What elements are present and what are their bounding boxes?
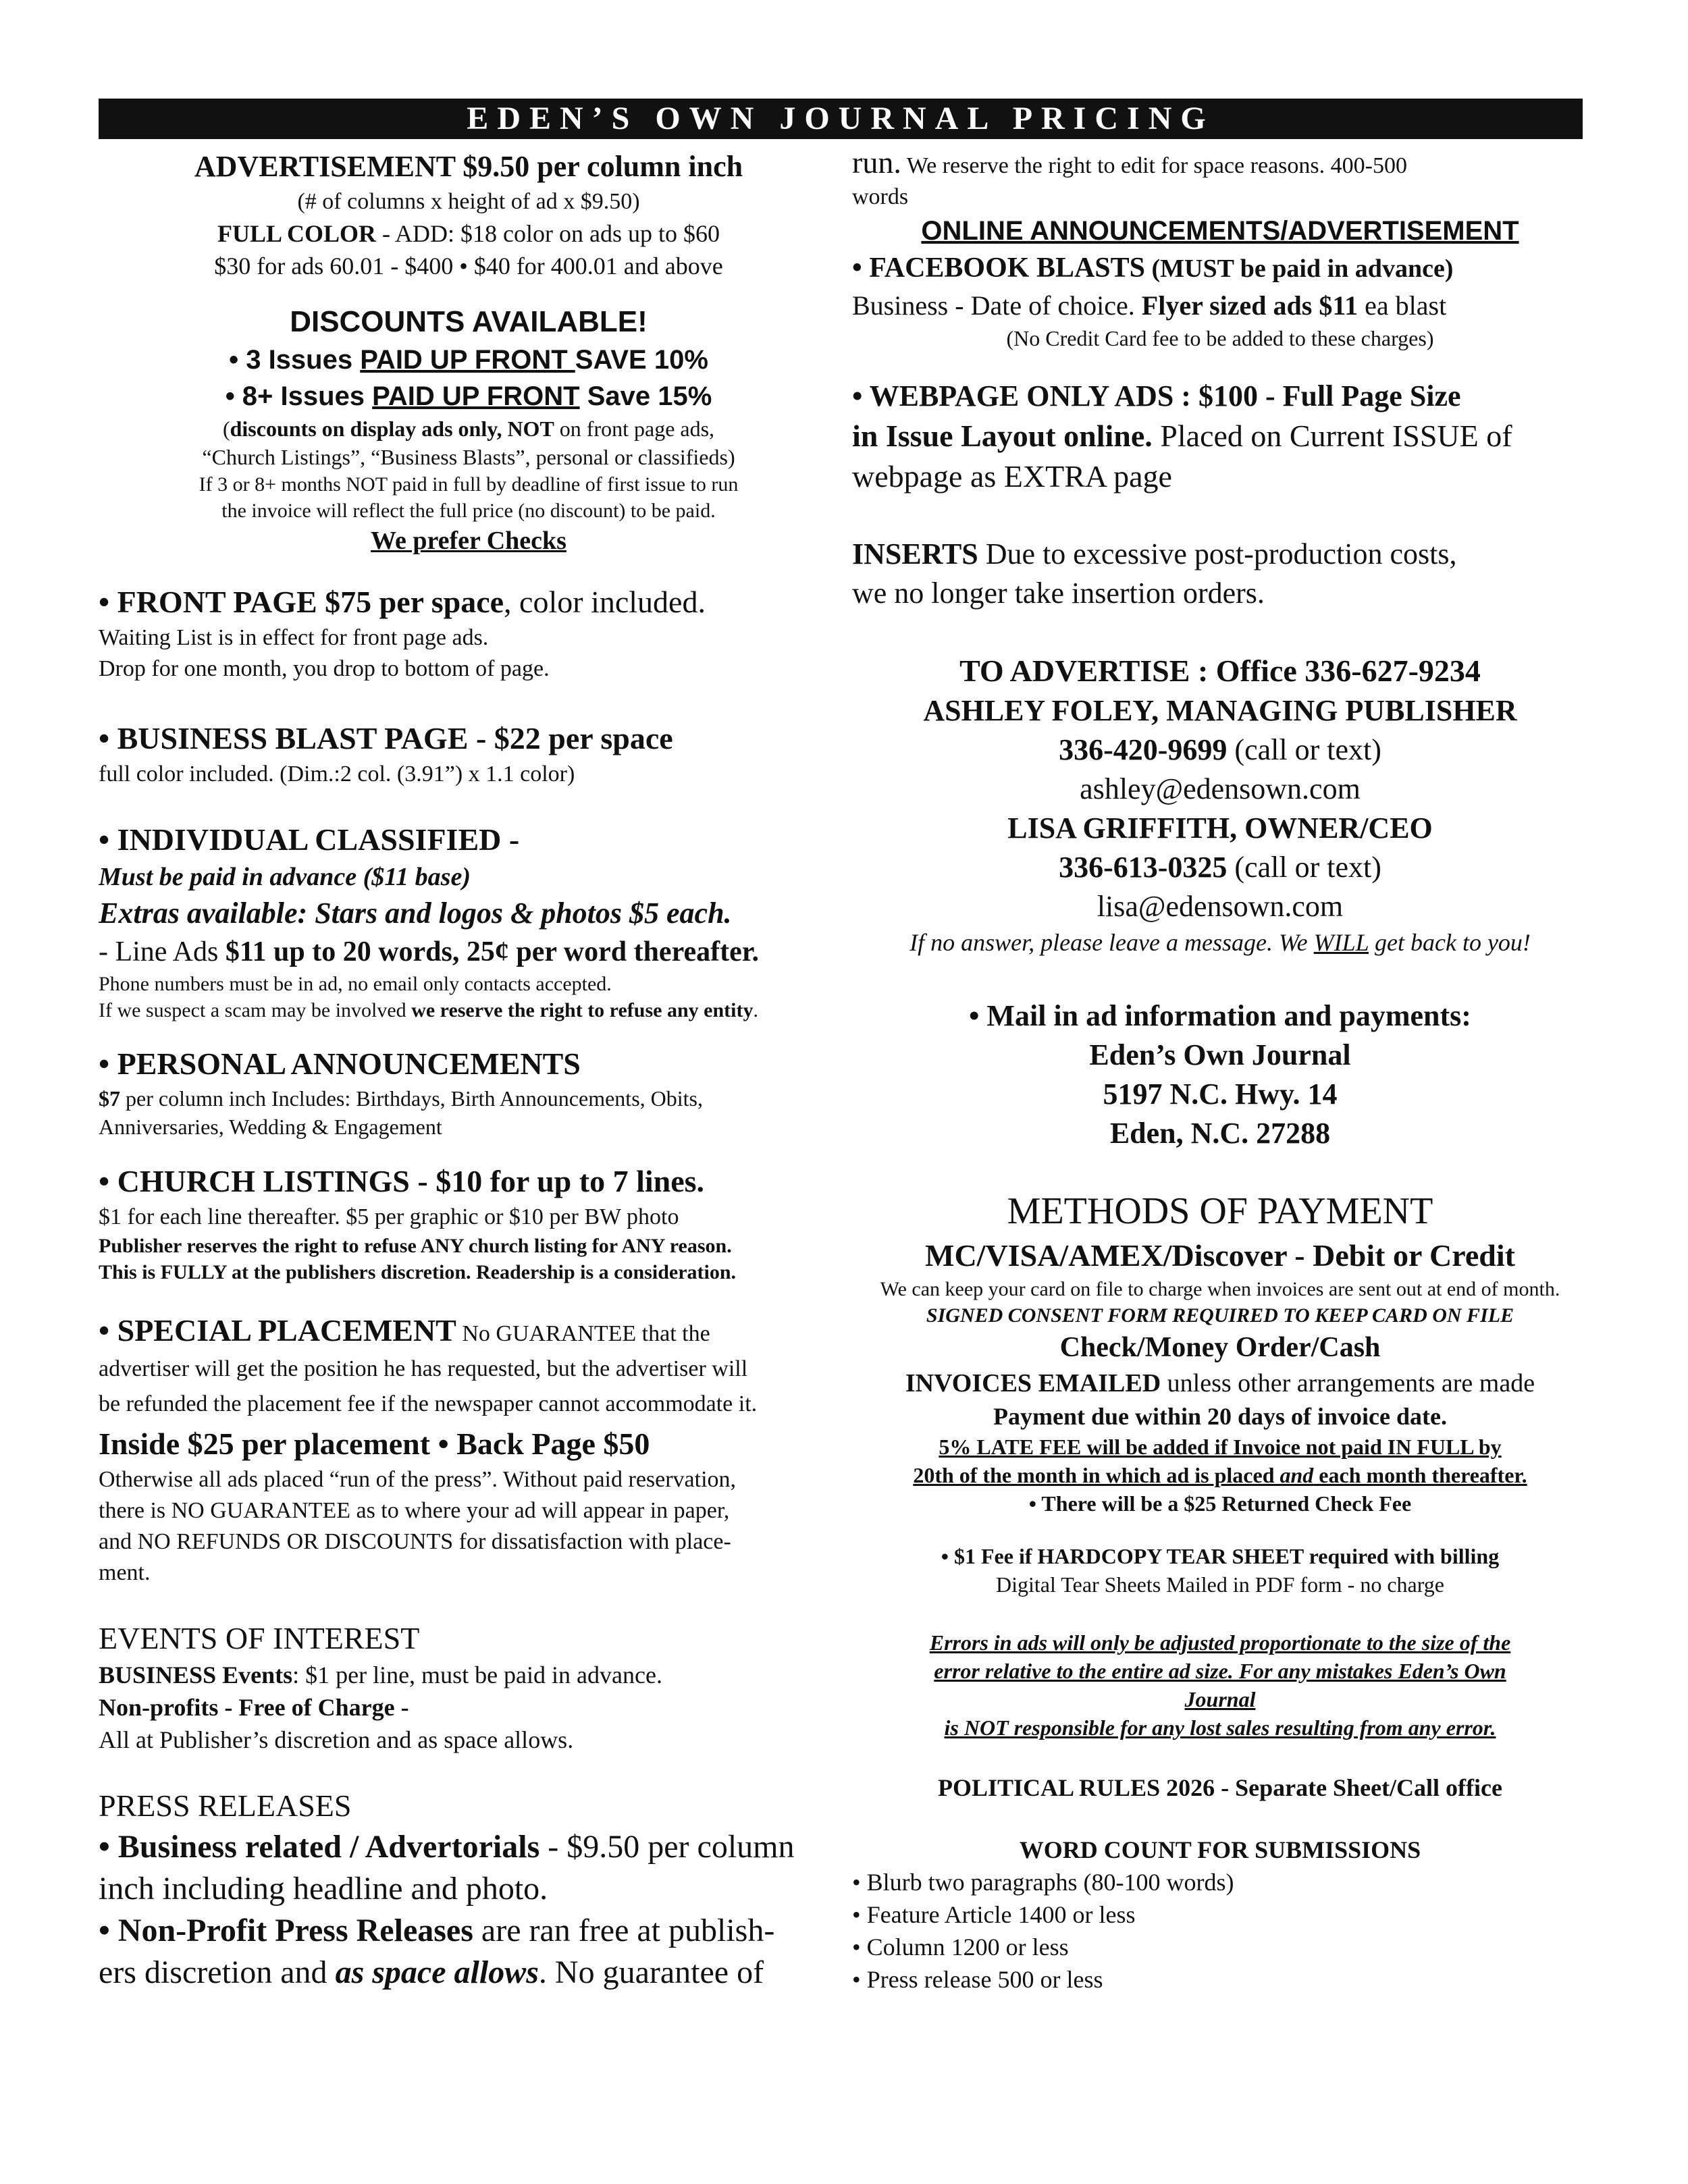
discount-note-2: “Church Listings”, “Business Blasts”, personal or classifieds) — [202, 445, 735, 469]
events-line2: Non-profits - Free of Charge - — [99, 1694, 409, 1721]
full-color-label: FULL COLOR — [217, 220, 377, 247]
special-line5: and NO REFUNDS OR DISCOUNTS for dissatisfaction with place- — [99, 1529, 731, 1554]
full-color-text: - ADD: $18 color on ads up to $60 — [376, 220, 720, 247]
special-line6: ment. — [99, 1560, 151, 1585]
payment-due: Payment due within 20 days of invoice date. — [993, 1403, 1447, 1430]
payment-cards: MC/VISA/AMEX/Discover - Debit or Credit — [925, 1238, 1515, 1273]
discount-note-1: (discounts on display ads only, NOT on front page ads, — [222, 417, 715, 441]
discount-note-4: the invoice will reflect the full price (no discount) to be paid. — [221, 500, 716, 522]
press-continued-line2: words — [852, 184, 909, 209]
errors-line1: Errors in ads will only be adjusted proportionate to the size of the — [929, 1630, 1511, 1655]
payment-line2: SIGNED CONSENT FORM REQUIRED TO KEEP CARD ON FILE — [926, 1304, 1514, 1327]
wordcount-item: • Blurb two paragraphs (80-100 words) — [852, 1869, 1234, 1896]
wordcount-item: • Press release 500 or less — [852, 1966, 1103, 1993]
business-blast-title: • BUSINESS BLAST PAGE - $22 per space — [99, 721, 673, 755]
contact-title: TO ADVERTISE : Office 336-627-9234 — [959, 654, 1481, 688]
classified-line3: - Line Ads $11 up to 20 words, 25¢ per word thereafter. — [99, 936, 759, 967]
contact-name2: LISA GRIFFITH, OWNER/CEO — [1007, 811, 1433, 845]
facebook-line1: Business - Date of choice. Flyer sized ads $11 ea blast — [852, 290, 1447, 321]
discount-note-3: If 3 or 8+ months NOT paid in full by deadline of first issue to run — [199, 473, 739, 496]
discount-8-issues: • 8+ Issues PAID UP FRONT Save 15% — [225, 381, 712, 411]
page-banner: EDEN’S OWN JOURNAL PRICING — [99, 99, 1583, 139]
events-line3: All at Publisher’s discretion and as space allows. — [99, 1726, 574, 1753]
webpage-line3: webpage as EXTRA page — [852, 459, 1172, 494]
tear-sheet-fee: • $1 Fee if HARDCOPY TEAR SHEET required with billing — [941, 1544, 1500, 1568]
tear-sheet-digital: Digital Tear Sheets Mailed in PDF form - no charge — [996, 1572, 1444, 1597]
front-page-title: • FRONT PAGE $75 per space, color included. — [99, 585, 706, 619]
front-page-line1: Waiting List is in effect for front page ads. — [99, 625, 489, 650]
contact-email2[interactable]: lisa@edensown.com — [1097, 890, 1344, 923]
discounts-title: DISCOUNTS AVAILABLE! — [290, 305, 648, 338]
left-column — [99, 147, 839, 2146]
contact-note: If no answer, please leave a message. We WILL get back to you! — [909, 929, 1531, 956]
mail-title: • Mail in ad information and payments: — [969, 999, 1471, 1032]
wordcount-title: WORD COUNT FOR SUBMISSIONS — [1019, 1836, 1421, 1863]
inserts-line2: we no longer take insertion orders. — [852, 577, 1265, 610]
inserts-line1: INSERTS Due to excessive post-production costs, — [852, 537, 1457, 570]
press-line4: ers discretion and as space allows. No guarantee of — [99, 1954, 764, 1990]
facebook-title: • FACEBOOK BLASTS (MUST be paid in advance) — [852, 252, 1454, 284]
errors-line3: Journal — [1184, 1687, 1256, 1711]
special-line4: there is NO GUARANTEE as to where your ad will appear in paper, — [99, 1498, 730, 1523]
prefer-checks: We prefer Checks — [371, 527, 566, 555]
advertisement-formula: (# of columns x height of ad x $9.50) — [297, 189, 640, 214]
mail-line3: Eden, N.C. 27288 — [1109, 1117, 1331, 1150]
press-line3: • Non-Profit Press Releases are ran free at publish- — [99, 1913, 775, 1948]
political-rules: POLITICAL RULES 2026 - Separate Sheet/Call office — [938, 1774, 1502, 1801]
classified-line4: Phone numbers must be in ad, no email only contacts accepted. — [99, 973, 612, 995]
special-line2: be refunded the placement fee if the newspaper cannot accommodate it. — [99, 1391, 758, 1416]
facebook-note: (No Credit Card fee to be added to these charges) — [1006, 326, 1434, 350]
discount-3-issues: • 3 Issues PAID UP FRONT SAVE 10% — [229, 345, 708, 375]
webpage-line2: in Issue Layout online. Placed on Current ISSUE of — [852, 419, 1512, 453]
personal-title: • PERSONAL ANNOUNCEMENTS — [99, 1046, 581, 1081]
webpage-title: • WEBPAGE ONLY ADS : $100 - Full Page Size — [852, 379, 1461, 412]
late-fee-line2: 20th of the month in which ad is placed and each month thereafter. — [913, 1463, 1527, 1487]
special-line3: Otherwise all ads placed “run of the press”. Without paid reservation, — [99, 1467, 737, 1492]
mail-line1: Eden’s Own Journal — [1089, 1038, 1351, 1071]
contact-email1[interactable]: ashley@edensown.com — [1080, 772, 1361, 805]
events-title: EVENTS OF INTEREST — [99, 1621, 420, 1655]
special-prices: Inside $25 per placement • Back Page $50 — [99, 1427, 650, 1461]
personal-line2: Anniversaries, Wedding & Engagement — [99, 1115, 442, 1139]
church-line3: This is FULLY at the publishers discretion. Readership is a consideration. — [99, 1261, 737, 1283]
advertisement-title: ADVERTISEMENT $9.50 per column inch — [194, 150, 743, 183]
full-color-line2: $30 for ads 60.01 - $400 • $40 for 400.01 and above — [214, 252, 723, 279]
returned-check: • There will be a $25 Returned Check Fee — [1028, 1491, 1412, 1516]
late-fee-line1: 5% LATE FEE will be added if Invoice not paid IN FULL by — [939, 1435, 1502, 1459]
classified-title: • INDIVIDUAL CLASSIFIED - — [99, 822, 520, 857]
church-line2: Publisher reserves the right to refuse ANY church listing for ANY reason. — [99, 1235, 732, 1257]
events-line1: BUSINESS Events: $1 per line, must be paid in advance. — [99, 1661, 662, 1688]
errors-line4: is NOT responsible for any lost sales resulting from any error. — [944, 1715, 1496, 1740]
errors-line2: error relative to the entire ad size. For any mistakes Eden’s Own — [934, 1659, 1506, 1683]
wordcount-item: • Feature Article 1400 or less — [852, 1901, 1136, 1928]
front-page-line2: Drop for one month, you drop to bottom of page. — [99, 656, 550, 681]
press-title: PRESS RELEASES — [99, 1788, 352, 1823]
contact-phone2: 336-613-0325 (call or text) — [1059, 851, 1381, 884]
payment-title: METHODS OF PAYMENT — [1007, 1190, 1433, 1232]
contact-phone1: 336-420-9699 (call or text) — [1059, 733, 1381, 766]
right-column — [852, 147, 1588, 2146]
press-line1: • Business related / Advertorials - $9.50 per column — [99, 1829, 795, 1865]
church-line1: $1 for each line thereafter. $5 per graphic or $10 per BW photo — [99, 1204, 679, 1229]
payment-invoices: INVOICES EMAILED unless other arrangements are made — [905, 1369, 1535, 1397]
classified-line2: Extras available: Stars and logos & photos $5 each. — [99, 897, 732, 930]
full-color-line — [99, 217, 839, 250]
payment-check: Check/Money Order/Cash — [1059, 1332, 1381, 1363]
church-title: • CHURCH LISTINGS - $10 for up to 7 lines. — [99, 1164, 705, 1198]
special-title: • SPECIAL PLACEMENT No GUARANTEE that the — [99, 1313, 710, 1348]
classified-line1: Must be paid in advance ($11 base) — [99, 863, 471, 891]
personal-line1: $7 per column inch Includes: Birthdays, Birth Announcements, Obits, — [99, 1086, 703, 1111]
wordcount-item: • Column 1200 or less — [852, 1934, 1069, 1961]
contact-name1: ASHLEY FOLEY, MANAGING PUBLISHER — [923, 694, 1517, 727]
press-line2: inch including headline and photo. — [99, 1871, 548, 1907]
special-line1: advertiser will get the position he has requested, but the advertiser will — [99, 1356, 748, 1381]
mail-line2: 5197 N.C. Hwy. 14 — [1103, 1077, 1338, 1111]
press-continued-line1: run. We reserve the right to edit for space reasons. 400-500 — [852, 147, 1407, 180]
online-title: ONLINE ANNOUNCEMENTS/ADVERTISEMENT — [921, 216, 1519, 246]
payment-line1: We can keep your card on file to charge when invoices are sent out at end of month. — [880, 1278, 1560, 1300]
business-blast-line1: full color included. (Dim.:2 col. (3.91”) x 1.1 color) — [99, 762, 575, 787]
classified-line5: If we suspect a scam may be involved we reserve the right to refuse any entity. — [99, 999, 758, 1021]
